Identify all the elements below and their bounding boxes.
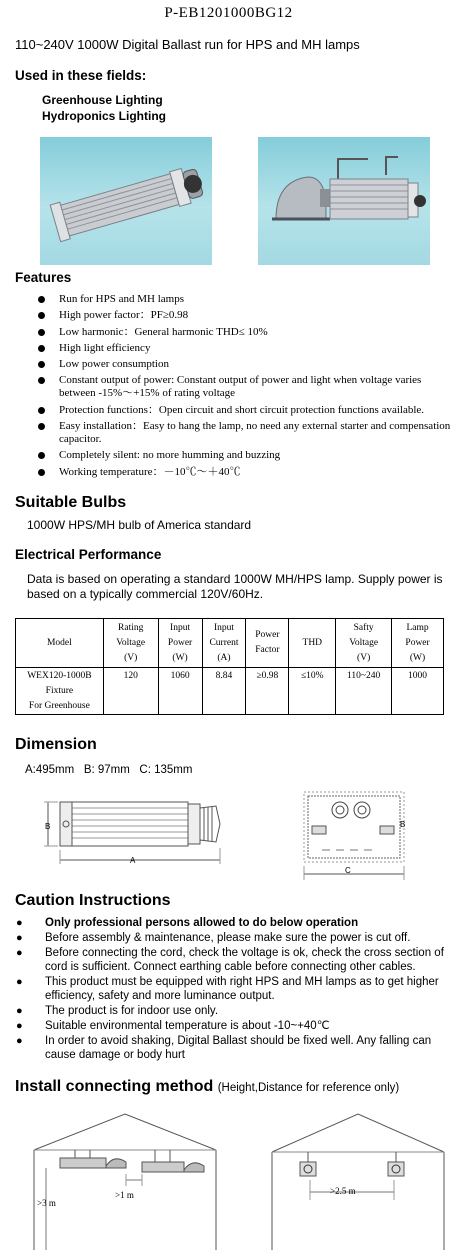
bullet-icon <box>38 345 45 352</box>
header-cell: Input Power (W) <box>158 619 202 668</box>
product-code: P-EB1201000BG12 <box>164 5 293 21</box>
feature-item: Constant output of power: Constant output of power and light when voltage varies between -15%～+15% of rating voltage <box>36 374 456 400</box>
electrical-heading: Electrical Performance <box>15 547 162 562</box>
caution-list <box>14 916 454 1063</box>
field-item: Hydroponics Lighting <box>42 109 166 123</box>
install-diagram-distance <box>262 1110 452 1252</box>
table-cell: 120 <box>103 668 158 715</box>
dimension-a: A:495mm <box>25 764 75 776</box>
label-distance: >2.5 m <box>330 1186 356 1196</box>
install-heading: Install connecting method (Height,Distance for reference only) <box>15 1078 400 1095</box>
label-b-top: B <box>400 820 406 829</box>
bullet-icon: ● <box>16 1020 23 1032</box>
fields-heading: Used in these fields: <box>15 68 147 83</box>
bullet-icon <box>38 296 45 303</box>
dimension-heading: Dimension <box>15 736 97 753</box>
header-cell: THD <box>289 619 336 668</box>
label-b-side: B <box>45 822 51 831</box>
feature-item: Working temperature：－10℃～＋40℃ <box>36 466 456 479</box>
header-cell: Input Current (A) <box>202 619 246 668</box>
bullet-icon: ● <box>16 976 23 988</box>
table-row <box>16 668 444 715</box>
caution-item: ● This product must be equipped with right HPS and MH lamps as to get higher efficiency, safety and more luminance output. <box>16 976 439 1002</box>
bullet-icon <box>38 361 45 368</box>
bullet-icon <box>38 312 45 319</box>
feature-item: Low harmonic：General harmonic THD≤ 10% <box>36 326 456 339</box>
bullet-icon: ● <box>16 917 23 929</box>
side-view-drawing <box>38 790 238 880</box>
caution-item: ● In order to avoid shaking, Digital Ballast should be fixed well. Any falling can cause damage or body hurt <box>16 1035 432 1061</box>
header-cell: Lamp Power (W) <box>392 619 444 668</box>
table-cell: 1000 <box>392 668 444 715</box>
bullet-icon: ● <box>16 932 23 944</box>
ballast-with-reflector-photo <box>258 137 430 265</box>
caution-heading: Caution Instructions <box>15 892 171 909</box>
bullet-icon <box>38 423 45 430</box>
dimension-b: B: 97mm <box>83 764 130 776</box>
bullet-icon <box>38 469 45 476</box>
feature-item: High light efficiency <box>36 342 456 355</box>
bullet-icon: ● <box>16 1005 23 1017</box>
install-diagram-height <box>30 1110 220 1252</box>
table-cell: 110~240 <box>336 668 392 715</box>
fields-list <box>42 92 166 124</box>
bullet-icon <box>38 452 45 459</box>
label-a: A <box>130 856 136 865</box>
caution-item: ● Suitable environmental temperature is about -10~+40℃ <box>16 1020 330 1032</box>
ballast-photo <box>40 137 212 265</box>
caution-item: ● Only professional persons allowed to do below operation <box>16 917 359 929</box>
product-subtitle: 110~240V 1000W Digital Ballast run for HPS and MH lamps <box>15 37 360 52</box>
bullet-icon <box>38 329 45 336</box>
bullet-icon <box>38 377 45 384</box>
table-cell: 1060 <box>158 668 202 715</box>
electrical-table <box>15 618 444 715</box>
label-height: >3 m <box>37 1198 56 1208</box>
features-heading: Features <box>15 270 72 285</box>
feature-item: Completely silent: no more humming and buzzing <box>36 449 456 462</box>
dimension-values <box>25 764 192 776</box>
bulbs-heading: Suitable Bulbs <box>15 494 127 511</box>
top-view-drawing <box>300 788 410 888</box>
table-cell: ≥0.98 <box>246 668 289 715</box>
electrical-text: Data is based on operating a standard 1000W MH/HPS lamp. Supply power is based on a typically commercial 120V/60Hz. <box>27 572 443 601</box>
table-header-row <box>16 619 444 668</box>
table-cell: ≤10% <box>289 668 336 715</box>
caution-item: ● The product is for indoor use only. <box>16 1005 219 1017</box>
header-cell: Power Factor <box>246 619 289 668</box>
caution-item: ● Before assembly & maintenance, please make sure the power is cut off. <box>16 932 411 944</box>
feature-item: Protection functions：Open circuit and short circuit protection functions available. <box>36 404 456 417</box>
header-cell: Rating Voltage (V) <box>103 619 158 668</box>
features-list <box>36 293 456 482</box>
bullet-icon <box>38 407 45 414</box>
table-cell: WEX120-1000B Fixture For Greenhouse <box>16 668 104 715</box>
field-item: Greenhouse Lighting <box>42 93 163 107</box>
bullet-icon: ● <box>16 1035 23 1047</box>
label-c: C <box>345 866 351 875</box>
bullet-icon: ● <box>16 947 23 959</box>
feature-item: Easy installation：Easy to hang the lamp, no need any external starter and compensation capacitor. <box>36 420 456 446</box>
install-note: (Height,Distance for reference only) <box>217 1082 400 1094</box>
feature-item: Run for HPS and MH lamps <box>36 293 456 306</box>
header-cell: Safty Voltage (V) <box>336 619 392 668</box>
caution-item: ● Before connecting the cord, check the voltage is ok, check the cross section of cord is sufficient. Connect earthing cable before connecting other cables. <box>16 947 444 973</box>
feature-item: High power factor：PF≥0.98 <box>36 309 456 322</box>
label-gap: >1 m <box>115 1190 134 1200</box>
dimension-c: C: 135mm <box>139 764 193 776</box>
feature-item: Low power consumption <box>36 358 456 371</box>
bulbs-text: 1000W HPS/MH bulb of America standard <box>27 518 252 532</box>
table-cell: 8.84 <box>202 668 246 715</box>
header-cell: Model <box>16 619 104 668</box>
